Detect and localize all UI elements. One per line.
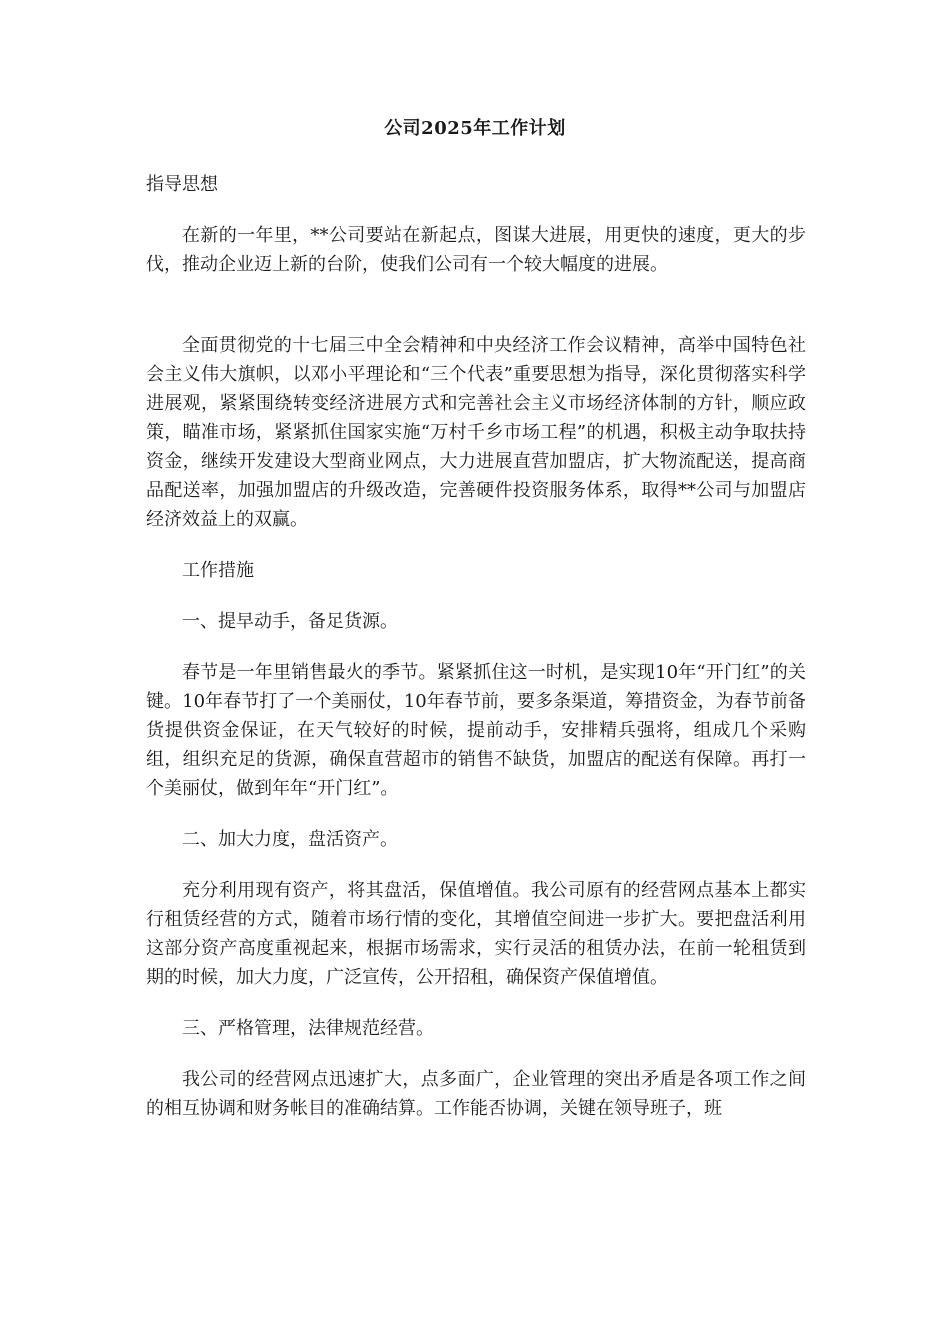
document-title: 公司2025年工作计划 xyxy=(384,118,566,139)
paragraph-measure-1: 春节是一年里销售最火的季节。紧紧抓住这一时机，是实现10年“开门红”的关键。10年春节打了一个美丽仗，10年春节前，要多条渠道，筹措资金，为春节前备货提供资金保证，在天气较好的时候，提前动手，安排精兵强将，组成几个采购组，组织充足的货源，确保直营超市的销售不缺货，加盟店的配送有保障。再打一个美丽仗，做到年年“开门红”。 xyxy=(146,662,806,799)
subheading-measure-1: 一、提早动手，备足货源。 xyxy=(182,611,398,632)
subheading-measure-3: 三、严格管理，法律规范经营。 xyxy=(182,1018,434,1039)
section-heading-guiding-ideology: 指导思想 xyxy=(146,174,218,195)
section-heading-work-measures: 工作措施 xyxy=(182,560,254,581)
paragraph-intro: 在新的一年里，**公司要站在新起点，图谋大进展，用更快的速度，更大的步伐，推动企业迈上新的台阶，使我们公司有一个较大幅度的进展。 xyxy=(146,225,806,275)
subheading-measure-2: 二、加大力度，盘活资产。 xyxy=(182,829,398,850)
paragraph-measure-3: 我公司的经营网点迅速扩大，点多面广，企业管理的突出矛盾是各项工作之间的相互协调和财务帐目的准确结算。工作能否协调，关键在领导班子，班 xyxy=(146,1069,806,1119)
document-body xyxy=(146,170,806,1145)
paragraph-measure-2: 充分利用现有资产，将其盘活，保值增值。我公司原有的经营网点基本上都实行租赁经营的方式，随着市场行情的变化，其增值空间进一步扩大。要把盘活利用这部分资产高度重视起来，根据市场需求，实行灵活的租赁办法，在前一轮租赁到期的时候，加大力度，广泛宣传，公开招租，确保资产保值增值。 xyxy=(146,880,806,988)
paragraph-guidance: 全面贯彻党的十七届三中全会精神和中央经济工作会议精神，高举中国特色社会主义伟大旗帜，以邓小平理论和“三个代表”重要思想为指导，深化贯彻落实科学进展观，紧紧围绕转变经济进展方式和完善社会主义市场经济体制的方针，顺应政策，瞄准市场，紧紧抓住国家实施“万村千乡市场工程”的机遇，积极主动争取扶持资金，继续开发建设大型商业网点，大力进展直营加盟店，扩大物流配送，提高商品配送率，加强加盟店的升级改造，完善硬件投资服务体系，取得**公司与加盟店经济效益上的双赢。 xyxy=(146,335,806,530)
